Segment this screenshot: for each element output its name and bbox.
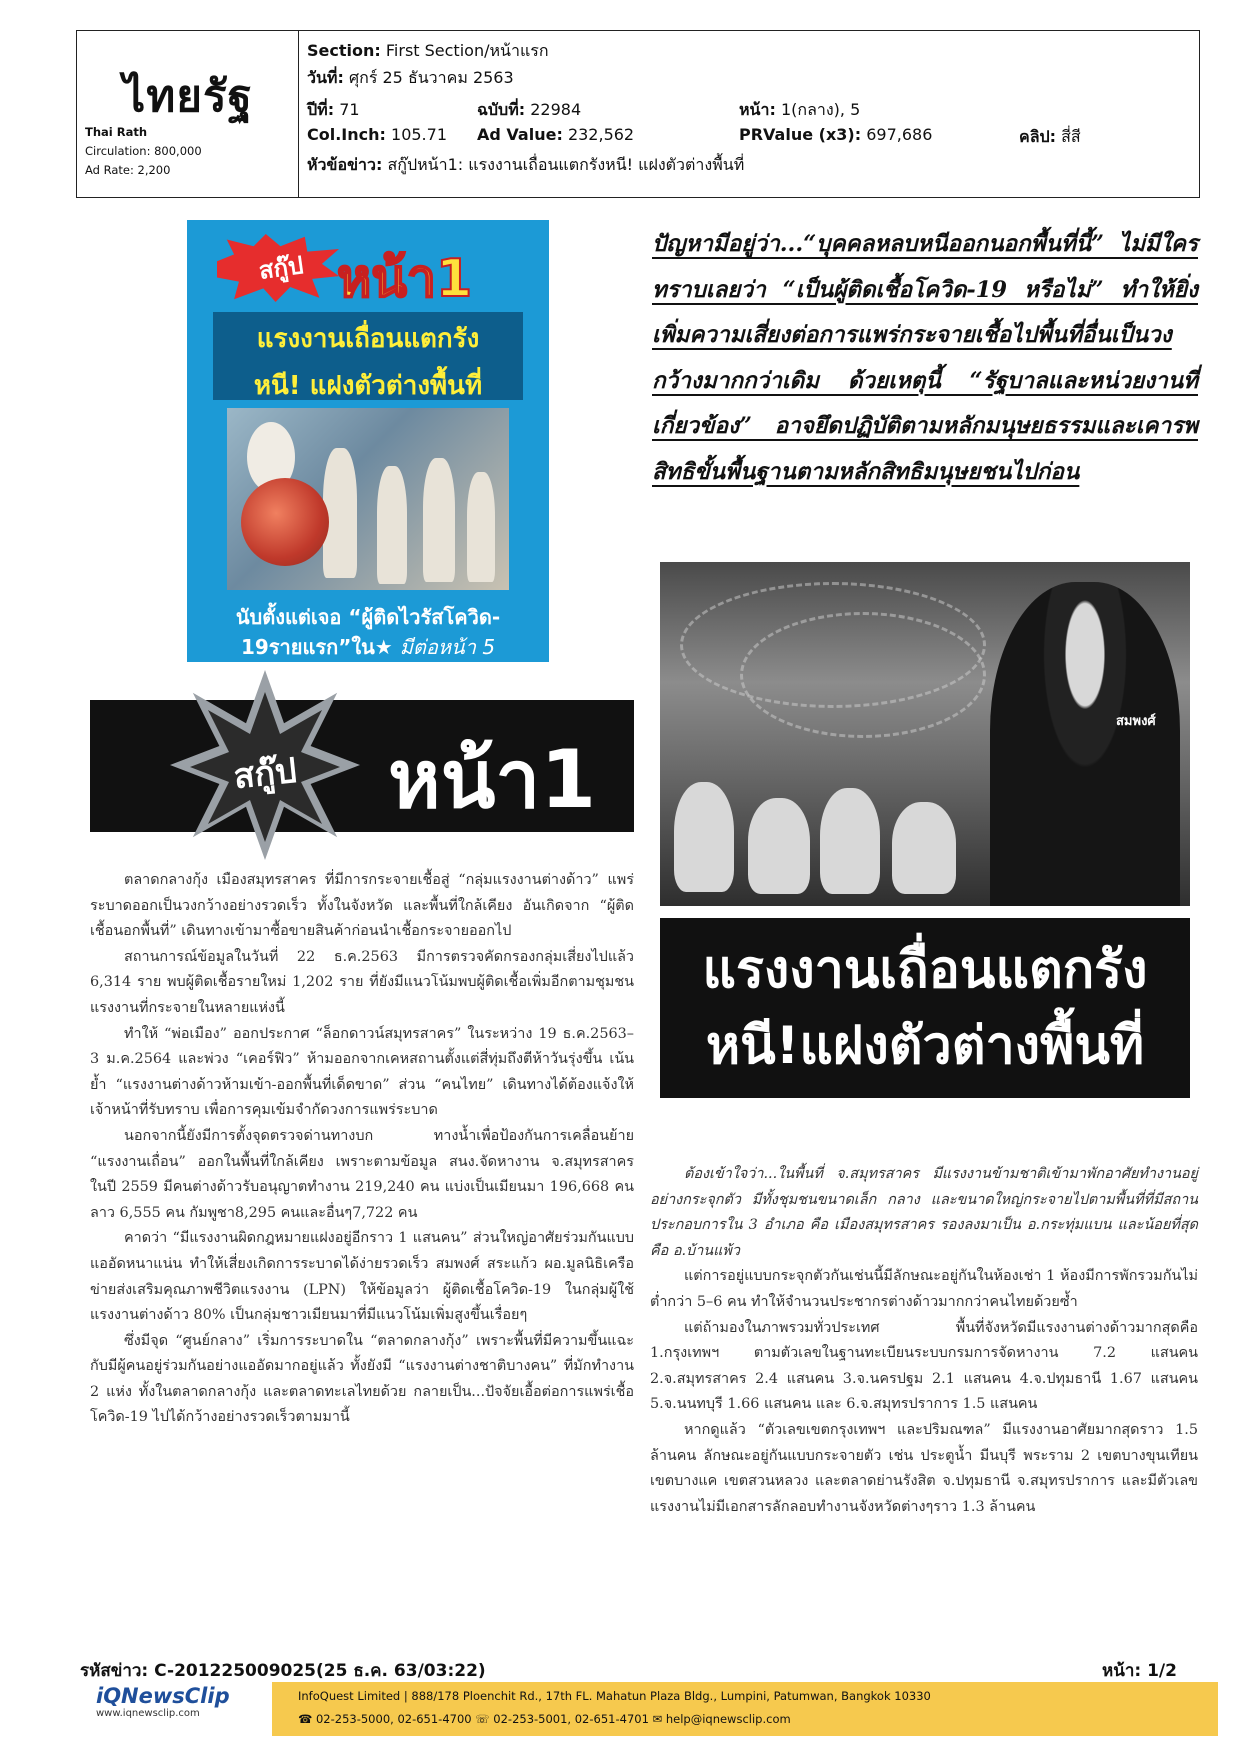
section-label: Section: [307,41,381,60]
teaser-caption [187,602,549,662]
article-body-right [650,1162,1198,1520]
clip-row [1019,125,1081,150]
colinch-value: 105.71 [391,125,447,144]
body-paragraph: ทำให้ “พ่อเมือง” ออกประกาศ “ล็อกดาวน์สมุทรสาคร” ในระหว่าง 19 ธ.ค.2563–3 ม.ค.2564 และพ่วง “เคอร์ฟิว” ห้ามออกจากเคหสถานตั้งแต่สี่ทุ่มถึงตีห้าวันรุ่งขึ้น เน้นย้ำ “แรงงานต่างด้าวห้ามเข้า-ออกพื้นที่เด็ดขาด” ส่วน “คนไทย” เดินทางได้ต้องแจ้งให้เจ้าหน้าที่รับทราบ เพื่อการคุมเข้มจำกัดวงการแพร่ระบาด [90,1025,634,1119]
body-paragraph: ตลาดกลางกุ้ง เมืองสมุทรสาคร ที่มีการกระจายเชื้อสู่ “กลุ่มแรงงานต่างด้าว” แพร่ระบาดออกเป็นวงกว้างอย่างรวดเร็ว ทั้งในจังหวัด และพื้นที่ใกล้เคียง อันเกิดจาก “ผู้ติดเชื้อนอกพื้นที่” เดินทางเข้ามาซื้อขายสินค้าก่อนนำเชื้อกระจายออกไป [90,872,634,940]
body-paragraph: นอกจากนี้ยังมีการตั้งจุดตรวจด่านทางบก ทางน้ำเพื่อป้องกันการเคลื่อนย้าย “แรงงานเถื่อน” ออกในพื้นที่ใกล้เคียง เพราะตามข้อมูล สนง.จัดหางาน จ.สมุทรสาคร ในปี 2559 มีคนต่างด้าวรับอนุญาตทำงาน 219,240 คน แบ่งเป็นเมียนมา 196,668 คน ลาว 6,555 คน กัมพูชา8,295 คนและอื่นๆ7,722 คน [90,1127,634,1221]
teaser-caption-text: 19รายแรก”ใน★ [240,635,393,659]
colinch-row [307,125,447,144]
headline-value: สกู๊ปหน้า1: แรงงานเถื่อนแตกรังหนี! แฝงตัวต่างพื้นที่ [387,155,745,174]
issue-row [477,98,581,123]
year-value: 71 [339,100,360,119]
article-body-left [90,868,634,1431]
teaser-tag [217,230,517,310]
body-paragraph: ต้องเข้าใจว่า...ในพื้นที่ จ.สมุทรสาคร มีแรงงานข้ามชาติเข้ามาพักอาศัยทำงานอยู่อย่างกระจุกตัว มีทั้งชุมชนขนาดเล็ก กลาง และขนาดใหญ่กระจายไปตามพื้นที่ที่มีสถานประกอบการใน 3 อำเภอ คือ เมืองสมุทรสาคร รองลงมาเป็น อ.กระทุ่มแบน และน้อยที่สุด คือ อ.บ้านแพ้ว [650,1166,1198,1259]
banner-scoop-label: สกู๊ป [231,750,299,798]
clip-label: คลิป: [1019,127,1057,146]
barbed-wire [740,612,986,738]
advalue-value: 232,562 [567,125,635,144]
circulation: Circulation: 800,000 [85,144,202,158]
issue-label: ฉบับที่: [477,100,526,119]
headline-line1: แรงงานเถื่อนแตกรัง [702,940,1148,1000]
footer-contacts: ☎ 02-253-5000, 02-651-4700 ☏ 02-253-5001, 02-651-4701 ✉ help@iqnewsclip.com [298,1712,791,1726]
teaser-photo [227,408,509,590]
front-page-teaser [187,220,549,662]
page-number: หน้า: 1/2 [1102,1661,1177,1681]
photo-caption: สมพงศ์ [1116,714,1156,729]
prvalue-row [739,125,932,144]
headline-line2: หนี!แฝงตัวต่างพื้นที่ [705,1016,1145,1076]
colinch-label: Col.Inch: [307,125,386,144]
newspaper-logo: ไทยรัฐ [123,71,253,122]
body-paragraph: ซึ่งมีจุด “ศูนย์กลาง” เริ่มการระบาดใน “ตลาดกลางกุ้ง” เพราะพื้นที่มีความขึ้นแฉะกับมีผู้คนอยู่ร่วมกันอย่างแออัดมากอยู่แล้ว ทั้งยังมี “แรงงานต่างชาติบางคน” ที่มักทำงาน 2 แห่ง ทั้งในตลาดกลางกุ้ง และตลาดทะเลไทยด้วย กลายเป็น...ปัจจัยเอื้อต่อการแพร่เชื้อโควิด-19 ไปได้กว้างอย่างรวดเร็วตามมานี้ [90,1332,634,1426]
page-value: 1(กลาง), 5 [780,100,861,119]
advalue-label: Ad Value: [477,125,563,144]
body-paragraph: หากดูแล้ว “ตัวเลขเขตกรุงเทพฯ และปริมณฑล” มีแรงงานอาศัยมากสุดราว 1.5 ล้านคน ลักษณะอยู่กันแบบกระจายตัว เช่น ประตูน้ำ มีนบุรี พระราม 2 เขตบางขุนเทียน เขตบางแค เขตสวนหลวง และตลาดย่านรังสิต จ.ปทุมธานี จ.สมุทรปราการ และมีตัวเลขแรงงานไม่มีเอกสารลักลอบทำงานจังหวัดต่างๆราว 1.3 ล้านคน [650,1421,1198,1515]
teaser-page-label: หน้า1 [337,249,473,309]
portrait-figure [990,582,1180,906]
body-paragraph: แต่การอยู่แบบกระจุกตัวกันเช่นนี้มีลักษณะอยู่กันในห้องเช่า 1 ห้องมีการพักรวมกันไม่ต่ำกว่า 5–6 คน ทำให้จำนวนประชากรต่างด้าวมากกว่าคนไทยด้วยซ้ำ [650,1268,1198,1310]
person-figure [892,802,956,894]
clip-value: สี่สี [1061,127,1081,146]
year-label: ปีที่: [307,100,335,119]
headline-row [307,153,744,178]
article-photo [660,562,1190,906]
section-value: First Section/หน้าแรก [385,41,549,60]
person-figure [377,466,407,584]
publication-panel [77,31,299,197]
person-figure [820,788,880,894]
section-row [307,39,549,64]
date-row [307,66,514,91]
teaser-caption-line1: นับตั้งแต่เจอ “ผู้ติดไวรัสโควิด- [235,605,501,629]
footer-address: InfoQuest Limited | 888/178 Ploenchit Rd., 17th FL. Mahatun Plaza Bldg., Lumpini, Patumwan, Bangkok 10330 [298,1689,931,1703]
teaser-scoop-label: สกู๊ป [257,251,306,285]
teaser-headline-line2: หนี! แฝงตัวต่างพื้นที่ [253,371,483,401]
teaser-caption-line2 [187,632,549,662]
page-row [739,98,860,123]
banner-page-label: หน้า1 [388,733,597,826]
prvalue-label: PRValue (x3): [739,125,862,144]
teaser-headline [213,312,523,400]
pull-quote [652,222,1198,495]
pull-quote-text: ปัญหามีอยู่ว่า...“บุคคลหลบหนีออกนอกพื้นที่นี้” ไม่มีใครทราบเลยว่า “เป็นผู้ติดเชื้อโควิด-19 หรือไม่” ทำให้ยิ่งเพิ่มความเสี่ยงต่อการแพร่กระจายเชื้อไปพื้นที่อื่นเป็นวงกว้างมากกว่าเดิม ด้วยเหตุนี้ “รัฐบาลและหน่วยงานที่เกี่ยวข้อง” อาจยึดปฏิบัติตามหลักมนุษยธรรมและเคารพสิทธิขั้นพื้นฐานตามหลักสิทธิมนุษยชนไปก่อน [652,231,1198,485]
year-row [307,98,360,123]
teaser-headline-line1: แรงงานเถื่อนแตกรัง [256,324,480,354]
virus-model-icon [241,478,329,566]
ad-rate: Ad Rate: 2,200 [85,163,171,177]
prvalue-value: 697,686 [866,125,933,144]
scoop-banner [90,700,634,832]
person-figure [748,798,810,894]
advalue-row [477,125,634,144]
publication-name: Thai Rath [85,125,148,139]
person-figure [423,458,455,582]
headline-label: หัวข้อข่าว: [307,155,383,174]
body-paragraph: แต่ถ้ามองในภาพรวมทั่วประเทศ พื้นที่จังหวัดมีแรงงานต่างด้าวมากสุดคือ 1.กรุงเทพฯ ตามตัวเลขในฐานทะเบียนระบบกรมการจัดหางาน 7.2 แสนคน 2.จ.สมุทรสาคร 2.4 แสนคน 3.จ.นครปฐม 2.1 แสนคน 4.จ.ปทุมธานี 1.67 แสนคน 5.จ.นนทบุรี 1.66 แสนคน และ 6.จ.สมุทรปราการ 1.5 แสนคน [650,1319,1198,1413]
issue-value: 22984 [530,100,582,119]
person-figure [467,472,495,582]
brand-name: iQNewsClip [96,1684,230,1708]
person-figure [674,782,734,892]
date-value: ศุกร์ 25 ธันวาคม 2563 [348,68,514,87]
page-label: หน้า: [739,100,776,119]
continued-page-link: มีต่อหน้า 5 [399,635,496,659]
brand-url: www.iqnewsclip.com [96,1708,200,1719]
clip-code: รหัสข่าว: C-201225009025(25 ธ.ค. 63/03:22) [80,1661,486,1681]
brand-logo [96,1684,230,1719]
footer-bar [272,1682,1218,1736]
body-paragraph: คาดว่า “มีแรงงานผิดกฎหมายแฝงอยู่อีกราว 1 แสนคน” ส่วนใหญ่อาศัยร่วมกันแบบแออัดหนาแน่น ทำให้เสี่ยงเกิดการระบาดได้ง่ายรวดเร็ว สมพงศ์ สระแก้ว ผอ.มูลนิธิเครือข่ายส่งเสริมคุณภาพชีวิตแรงงาน (LPN) ให้ข้อมูลว่า ผู้ติดเชื้อโควิด-19 ในกลุ่มผู้ใช้แรงงานต่างด้าว 80% เป็นกลุ่มชาวเมียนมาที่มีแนวโน้มเพิ่มสูงขึ้นเรื่อยๆ [90,1230,634,1324]
clipping-header [76,30,1200,198]
date-label: วันที่: [307,68,344,87]
body-paragraph: สถานการณ์ข้อมูลในวันที่ 22 ธ.ค.2563 มีการตรวจคัดกรองกลุ่มเสี่ยงไปแล้ว 6,314 ราย พบผู้ติดเชื้อรายใหม่ 1,202 ราย ที่ยังมีแนวโน้มพบผู้ติดเชื้อเพิ่มอีกตามชุมชนแรงงานที่กระจายในหลายแห่งนี้ [90,948,634,1016]
article-headline [660,918,1190,1098]
